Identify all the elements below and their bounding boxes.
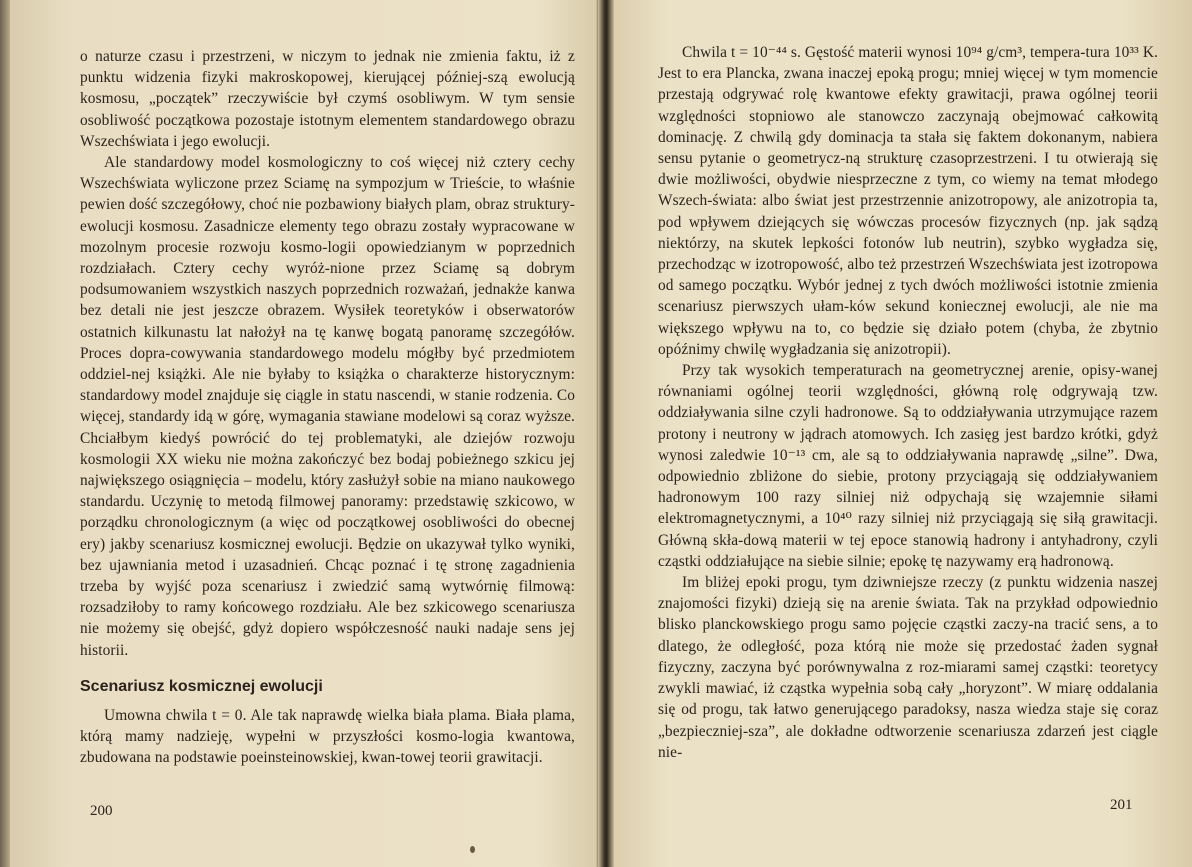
left-page-body [80, 46, 575, 661]
paragraph: Im bliżej epoki progu, tym dziwniejsze rzeczy (z punktu widzenia naszej znajomości fizyki) dzieją się na arenie świata. Tak na przykład odpowiednio blisko planckowskiego progu samo pojęcie cząstki zaczy-na tracić sens, a to dlatego, że odległość, poza którą nie może się przedostać żaden sygnał fizyczny, zaczyna być porównywalna z roz-miarami samej cząstki: teoretycy zwykli mawiać, iż cząstka wypełnia sobą cały „horyzont”. W miarę oddalania się od progu, tak łatwo generującego paradoksy, nasza wiedza staje się coraz „bezpieczniej-sza”, ale dokładne odtworzenie scenariusza zdarzeń jest ciągle nie- [658, 574, 1158, 761]
page-number: 201 [1110, 797, 1133, 813]
paragraph: o naturze czasu i przestrzeni, w niczym to jednak nie zmienia faktu, iż z punktu widzenia fizyki makroskopowej, kierującej później-szą ewolucją kosmosu, „początek” rzeczywiście był czymś osobliwym. W tym sensie osobliwość początkowa pozostaje istotnym elementem standardowego obrazu Wszechświata i jego ewolucji. [80, 48, 575, 150]
paragraph: Przy tak wysokich temperaturach na geometrycznej arenie, opisy-wanej równaniami ogólnej teorii względności, główną rolę odgrywają tzw. oddziaływania silne czyli hadronowe. Są to oddziaływania utrzymujące razem protony i neutrony w jądrach atomowych. Ich zasięg jest bardzo krótki, gdyż wynosi zaledwie 10⁻¹³ cm, ale są to oddziaływania naprawdę „silne”. Dwa, odpowiednio zbliżone do siebie, protony przyciągają się oddziaływaniem hadronowym 100 razy silniej niż odpychają się wzajemnie siłami elektromagnetycznymi, a 10⁴⁰ razy silniej niż przyciągają się siłą grawitacji. Główną skła-dową materii w tej epoce stanowią hadrony i antyhadrony, czyli cząstki oddziałujące na siebie silnie; epokę tę nazywamy erą hadronową. [658, 362, 1158, 570]
right-page-body [658, 42, 1158, 763]
paragraph: Umowna chwila t = 0. Ale tak naprawdę wielka biała plama. Biała plama, którą mamy nadzieję, wypełni w przyszłości kosmo-logia kwantowa, zbudowana na podstawie poeinsteinowskiej, kwan-towej teorii grawitacji. [80, 707, 575, 767]
left-page-section-body [80, 705, 575, 769]
paragraph: Ale standardowy model kosmologiczny to coś więcej niż cztery cechy Wszechświata wyliczone przez Sciamę na sympozjum w Trieście, to właśnie pewien dość szczegółowy, choć nie pozbawiony białych plam, obraz struktury-ewolucji kosmosu. Zasadnicze elementy tego obrazu zostały wypracowane w mozolnym procesie rozwoju kosmo-logii opowiedzianym w poprzednich rozdziałach. Cztery cechy wyróż-nione przez Sciamę są dobrym podsumowaniem wszystkich naszych poprzednich rozważań, jednakże kanwa bez detali nie jest jeszcze obrazem. Wysiłek teoretyków i obserwatorów ostatnich kilkunastu lat nałożył na tę kanwę bogatą panoramę szczegółów. Proces dopra-cowywania standardowego modelu mógłby być przedmiotem oddziel-nej książki. Ale nie byłaby to książka o charakterze historycznym: standardowy model znajduje się ciągle in statu nascendi, w stanie rodzenia. Co więcej, standardy idą w górę, wymagania stawiane modelowi są coraz wyższe. Chciałbym kiedyś powrócić do tej problematyki, ale dziejów rozwoju kosmologii XX wieku nie można zakończyć bez bodaj pobieżnego szkicu jej największego osiągnięcia – modelu, który zasłużył sobie na miano naukowego standardu. Uczynię to metodą filmowej panoramy: przedstawię szkicowo, w porządku chronologicznym (a więc od początkowej osobliwości do obecnej ery) jakby scenariusz kosmicznej ewolucji. Będzie on ukazywał tylko wyniki, bez ujawniania metod i uzasadnień. Chcąc poznać i tę stronę zagadnienia trzeba by wyjść poza scenariusz i zwiedzić samą wytwórnię filmową: rozsadziłoby to ramy końcowego rozdziału. Ale bez szkicowego scenariusza nie możemy się obejść, gdyż dopiero współczesność nauki nadaje sens jej historii. [80, 154, 575, 659]
left-page [10, 0, 598, 867]
ink-spot [470, 846, 475, 853]
right-page [614, 0, 1192, 867]
paragraph: Chwila t = 10⁻⁴⁴ s. Gęstość materii wynosi 10⁹⁴ g/cm³, tempera-tura 10³³ K. Jest to era Plancka, zwana inaczej epoką progu; mniej więcej w tym momencie przestają odgrywać rolę kwantowe efekty grawitacji, prawa ogólnej teorii względności stopniowo ale stanowczo zaczynają obejmować całkowitą dominację. Z chwilą gdy dominacja ta stała się faktem dokonanym, nabiera sensu pytanie o geometrycz-ną strukturę czasoprzestrzeni. I tu otwierają się dwie możliwości, obydwie niesprzeczne z tym, co wiemy na temat młodego Wszech-świata: albo świat jest przestrzennie anizotropowy, ale anizotropia ta, pod wpływem dziejących się wówczas procesów fizycznych (np. jak sądzą niektórzy, na skutek lepkości fotonów lub neutrin), szybko wygładza się, przechodząc w izotropowość, albo też przestrzeń Wszechświata jest izotropowa od samego początku. Wybór jednej z tych dwóch możliwości istotnie zmienia scenariusz pierwszych ułam-ków sekund koniecznej ewolucji, ale nie ma większego wpływu na to, co będzie się działo potem (chyba, że zbytnio opóźnimy chwilę wygładzania się anizotropii). [658, 44, 1158, 358]
section-heading: Scenariusz kosmicznej ewolucji [80, 678, 323, 695]
page-edge [0, 0, 10, 867]
page-number: 200 [90, 803, 113, 819]
book-spine [598, 0, 614, 867]
